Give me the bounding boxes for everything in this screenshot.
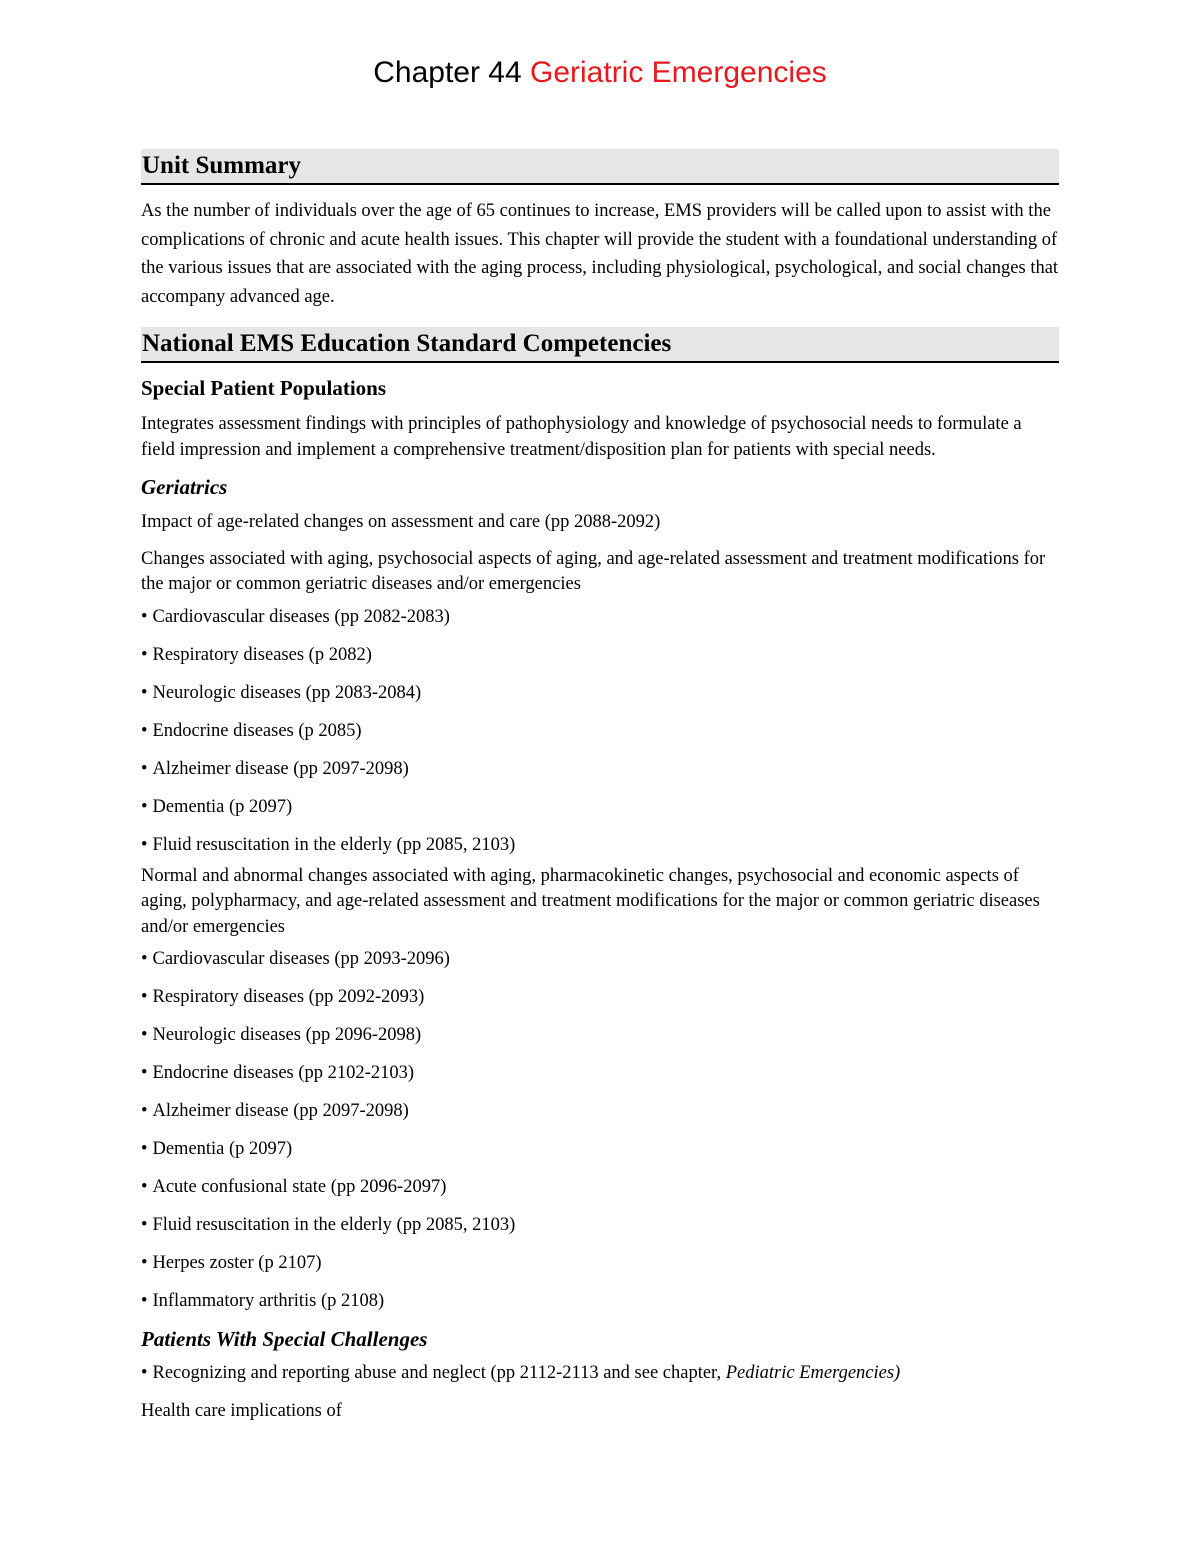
- unit-summary-text: As the number of individuals over the age of 65 continues to increase, EMS providers will be called upon to assist with the complications of chronic and acute health issues. This chapter will provide the student with a foundational understanding of the various issues that are associated with the aging process, including physiological, psychological, and social changes that accompany advanced age.: [141, 201, 1059, 307]
- bullet-icon: •: [141, 1025, 148, 1045]
- list-item: • Cardiovascular diseases (pp 2093-2096): [141, 949, 450, 969]
- list-item: • Respiratory diseases (pp 2092-2093): [141, 987, 425, 1007]
- list-item: • Alzheimer disease (pp 2097-2098): [141, 1101, 409, 1121]
- list-item: • Neurologic diseases (pp 2083-2084): [141, 682, 422, 703]
- chapter-reference: Pediatric Emergencies): [725, 1363, 901, 1383]
- special-populations-heading: Special Patient Populations: [141, 376, 387, 400]
- unit-summary-heading: Unit Summary: [141, 149, 1059, 185]
- bullet-icon: •: [141, 796, 148, 817]
- list-item: • Endocrine diseases (p 2085): [141, 720, 362, 741]
- list-item: • Dementia (p 2097): [141, 796, 293, 817]
- list-item: • Fluid resuscitation in the elderly (pp 2085, 2103): [141, 834, 516, 855]
- geriatrics-heading: Geriatrics: [141, 475, 228, 499]
- bullet-icon: •: [141, 834, 148, 855]
- list-item: • Neurologic diseases (pp 2096-2098): [141, 1025, 422, 1045]
- competencies-heading: National EMS Education Standard Competencies: [141, 327, 1059, 363]
- bullet-icon: •: [141, 1215, 148, 1235]
- list-item: • Cardiovascular diseases (pp 2082-2083): [141, 606, 450, 627]
- bullet-icon: •: [141, 644, 148, 665]
- special-challenges-heading: Patients With Special Challenges: [141, 1327, 428, 1351]
- bullet-icon: •: [141, 1177, 148, 1197]
- geriatrics-normal-intro: Normal and abnormal changes associated with aging, pharmacokinetic changes, psychosocial and economic aspects of aging, polypharmacy, and age-related assessment and treatment modifications for the major or common geriatric diseases and/or emergencies: [141, 865, 1040, 937]
- geriatrics-changes-intro: Changes associated with aging, psychosocial aspects of aging, and age-related assessment and treatment modifications for the major or common geriatric diseases and/or emergencies: [141, 548, 1046, 594]
- bullet-icon: •: [141, 758, 148, 779]
- list-item: • Respiratory diseases (p 2082): [141, 644, 372, 665]
- geriatrics-list-2: [141, 940, 1059, 1320]
- list-item: • Acute confusional state (pp 2096-2097): [141, 1177, 447, 1197]
- list-item: • Herpes zoster (p 2107): [141, 1253, 322, 1273]
- special-populations-text: Integrates assessment findings with principles of pathophysiology and knowledge of psychosocial needs to formulate a field impression and implement a comprehensive treatment/disposition plan for patients with special needs.: [141, 414, 1022, 460]
- special-challenges-trailing: Health care implications of: [141, 1401, 342, 1421]
- list-item: • Alzheimer disease (pp 2097-2098): [141, 758, 409, 779]
- list-item: • Endocrine diseases (pp 2102-2103): [141, 1063, 414, 1083]
- bullet-icon: •: [141, 1101, 148, 1121]
- list-item: [141, 1354, 1059, 1392]
- list-item: • Inflammatory arthritis (p 2108): [141, 1291, 385, 1311]
- bullet-icon: •: [141, 987, 148, 1007]
- bullet-icon: •: [141, 1253, 148, 1273]
- title-accent: Geriatric Emergencies: [530, 56, 827, 89]
- geriatrics-list-1: [141, 598, 1059, 864]
- geriatrics-impact: Impact of age-related changes on assessment and care (pp 2088-2092): [141, 512, 661, 532]
- bullet-icon: •: [141, 1291, 148, 1311]
- bullet-icon: •: [141, 1139, 148, 1159]
- special-challenges-bullet-text: Recognizing and reporting abuse and neglect (pp 2112-2113 and see chapter,: [152, 1363, 726, 1383]
- page-title: [141, 0, 1059, 93]
- bullet-icon: •: [141, 1363, 148, 1383]
- bullet-icon: •: [141, 1063, 148, 1083]
- title-prefix: Chapter 44: [373, 56, 522, 89]
- bullet-icon: •: [141, 606, 148, 627]
- bullet-icon: •: [141, 682, 148, 703]
- bullet-icon: •: [141, 720, 148, 741]
- list-item: • Dementia (p 2097): [141, 1139, 293, 1159]
- list-item: • Fluid resuscitation in the elderly (pp 2085, 2103): [141, 1215, 516, 1235]
- bullet-icon: •: [141, 949, 148, 969]
